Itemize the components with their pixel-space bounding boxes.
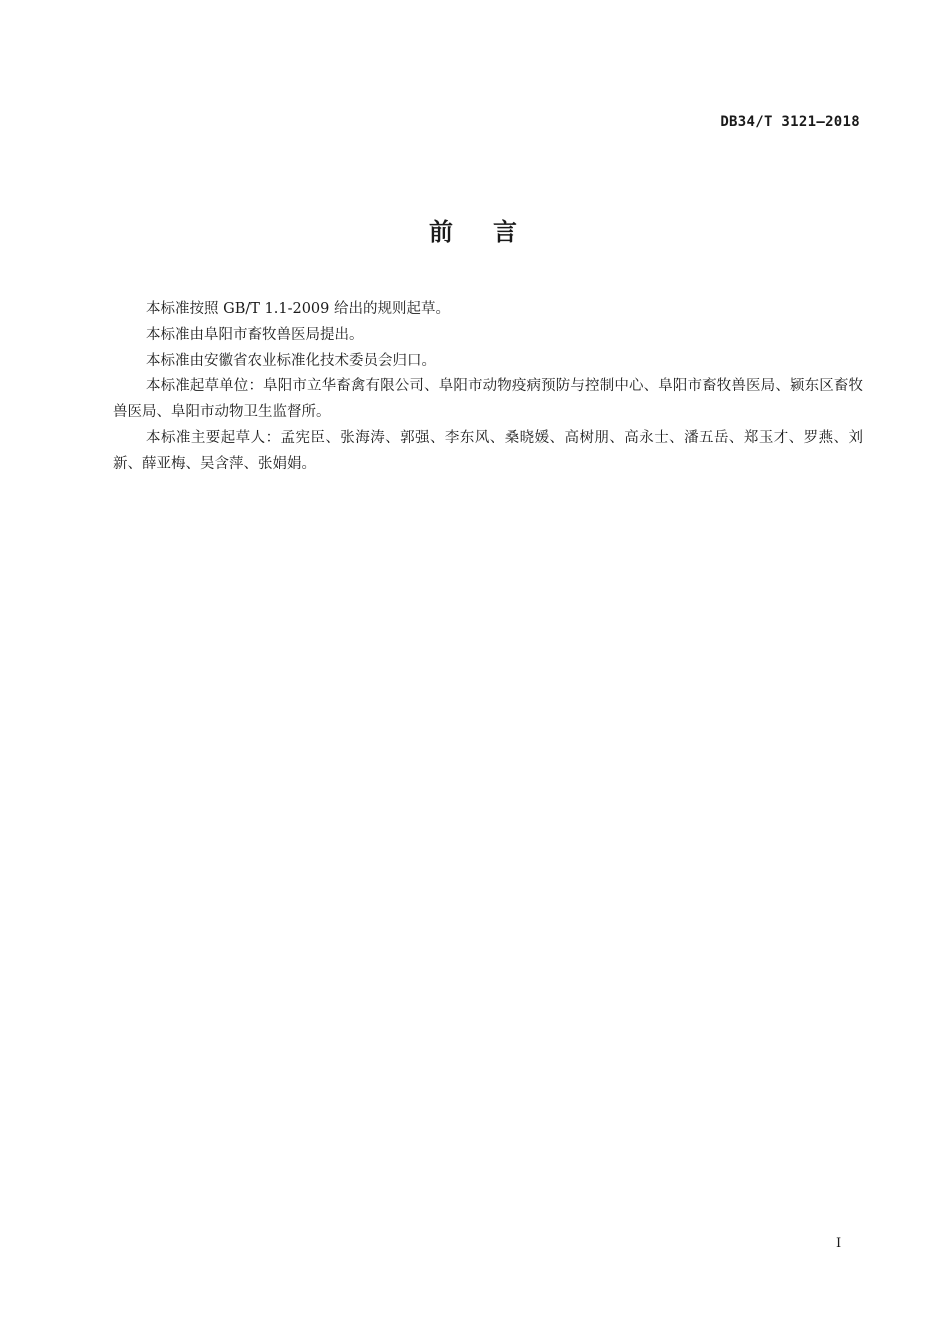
foreword-body xyxy=(113,297,863,478)
page-title: 前言 xyxy=(429,218,557,246)
paragraph-main-drafters: 本标准主要起草人：孟宪臣、张海涛、郭强、李东风、桑晓媛、高树朋、高永士、潘五岳、郑玉才、罗燕、刘新、薛亚梅、吴含萍、张娟娟。 xyxy=(113,429,863,472)
paragraph-drafting-rules: 本标准按照 GB/T 1.1-2009 给出的规则起草。 xyxy=(146,301,450,317)
paragraph-drafting-units: 本标准起草单位：阜阳市立华畜禽有限公司、阜阳市动物疫病预防与控制中心、阜阳市畜牧兽医局、颍东区畜牧兽医局、阜阳市动物卫生监督所。 xyxy=(113,378,863,421)
paragraph-proposer: 本标准由阜阳市畜牧兽医局提出。 xyxy=(146,326,364,343)
page-number: I xyxy=(836,1236,842,1251)
paragraph-centralized-by: 本标准由安徽省农业标准化技术委员会归口。 xyxy=(146,352,436,369)
document-code: DB34/T 3121—2018 xyxy=(720,114,860,130)
